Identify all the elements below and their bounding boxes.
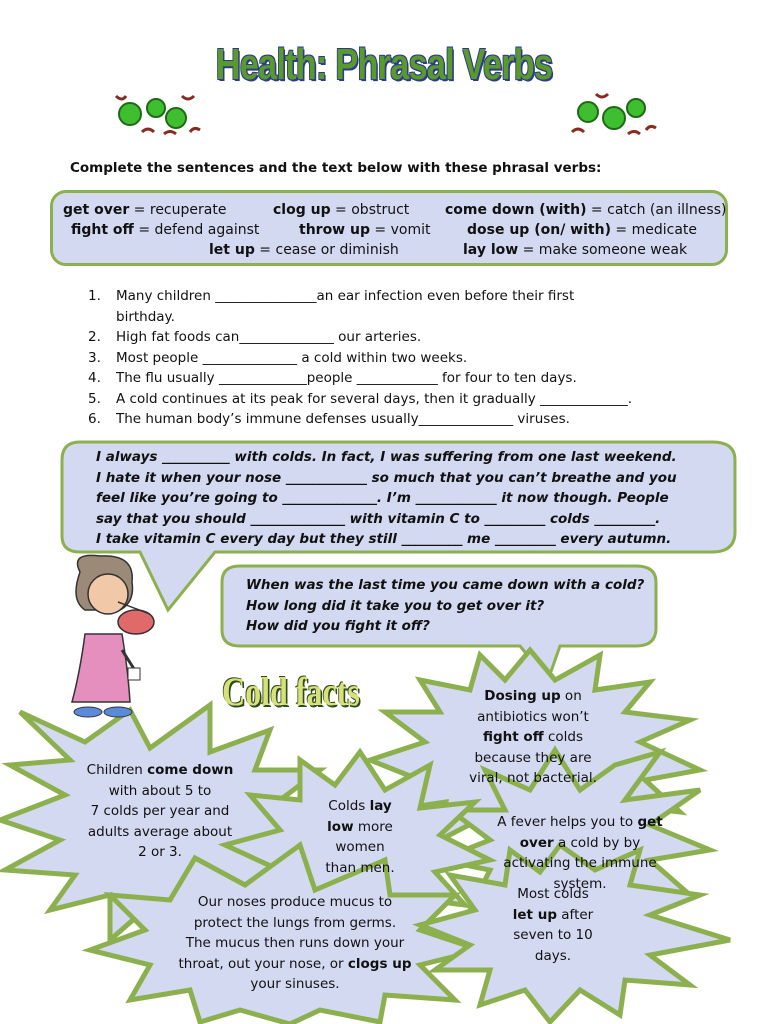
sentence-item: 1. Many children _______________an ear infection even before their first (88, 288, 575, 304)
discussion-questions (246, 575, 644, 637)
sentence-item-continued: birthday. (116, 308, 175, 325)
cold-facts-heading: Cold facts (222, 669, 360, 714)
sentence-item: 5. A cold continues at its peak for several days, then it gradually _____________. (88, 390, 633, 407)
vocab-item: dose up (on/ with) = medicate (467, 222, 698, 238)
question-line: When was the last time you came down with a cold? (246, 577, 645, 593)
germs-icon (568, 88, 658, 142)
exercise-sentences (88, 286, 688, 430)
germs-icon (112, 88, 202, 142)
fact-get-over: A fever helps you to get over a cold by by activating the immune system. (497, 814, 663, 892)
fact-lay-low: Colds lay low more women than men. (325, 798, 395, 876)
sentence-item: 4. The flu usually _____________people ____________ for four to ten days. (88, 370, 577, 386)
question-line: How long did it take you to get over it? (246, 597, 545, 614)
page-title: Health: Phrasal Verbs (215, 40, 553, 89)
story-line: I take vitamin C every day but they still _________ me _________ every autumn. (96, 531, 672, 547)
vocab-item: clog up = obstruct (273, 202, 410, 218)
fact-dosing-up: Dosing up on antibiotics won’t fight off colds because they are viral, not bacterial. (469, 688, 597, 786)
vocab-item: get over = recuperate (63, 202, 227, 218)
sick-woman-illustration (40, 552, 165, 727)
story-line: feel like you’re going to ______________. I’m ____________ it now though. People (96, 490, 669, 506)
sentence-item: 2. High fat foods can______________ our arteries. (88, 329, 422, 345)
fact-clogs-up: Our noses produce mucus to protect the lungs from germs. The mucus then runs down your throat, out your nose, or clogs up your sinuses. (178, 894, 412, 992)
story-line: I always __________ with colds. In fact, I was suffering from one last weekend. (96, 449, 677, 465)
fact-children-come-down: Children come down with about 5 to 7 colds per year and adults average about 2 or 3. (86, 762, 234, 860)
story-line: I hate it when your nose ____________ so much that you can’t breathe and you (96, 469, 677, 486)
fact-let-up: Most colds let up after seven to 10 days. (512, 886, 594, 964)
vocabulary-box (50, 190, 728, 266)
vocab-item: throw up = vomit (299, 222, 431, 238)
vocab-item: fight off = defend against (71, 222, 260, 238)
story-text (96, 447, 716, 550)
vocab-item: come down (with) = catch (an illness) (445, 202, 727, 218)
sentence-item: 3. Most people ______________ a cold within two weeks. (88, 349, 468, 366)
sentence-item: 6. The human body’s immune defenses usually______________ viruses. (88, 411, 570, 427)
instruction-text: Complete the sentences and the text below with these phrasal verbs: (70, 160, 602, 176)
question-line: How did you fight it off? (246, 618, 430, 634)
vocab-item: lay low = make someone weak (463, 242, 688, 258)
vocab-item: let up = cease or diminish (209, 242, 399, 258)
story-line: say that you should ______________ with vitamin C to _________ colds _________. (96, 510, 661, 527)
